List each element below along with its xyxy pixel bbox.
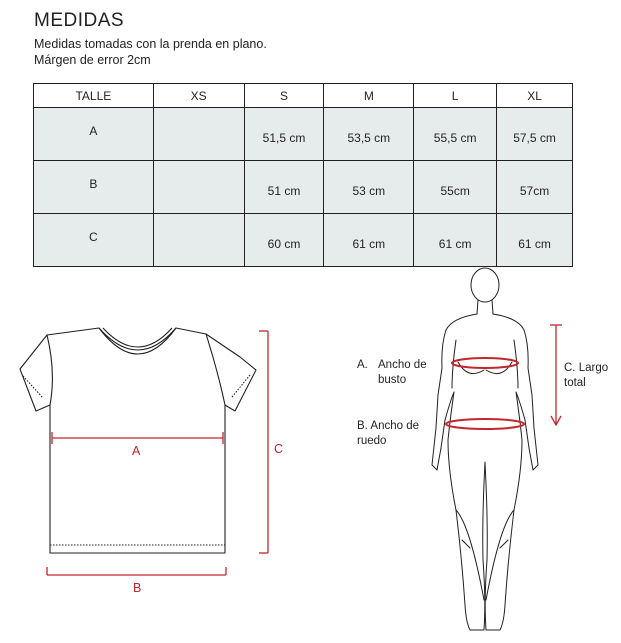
row-label: C	[34, 214, 154, 267]
column-header-m: M	[324, 84, 414, 108]
table-cell: 55cm	[414, 161, 497, 214]
row-label: A	[34, 108, 154, 161]
body-label-b: B. Ancho de ruedo	[357, 420, 420, 447]
table-cell: 57,5 cm	[497, 108, 573, 161]
table-cell: 57cm	[497, 161, 573, 214]
table-cell: 61 cm	[324, 214, 414, 267]
shirt-label-b: B	[133, 581, 142, 595]
total-length-arrow	[550, 325, 562, 425]
column-header-s: S	[244, 84, 324, 108]
body-label-c: C. Largo total	[564, 362, 609, 389]
subtitle-measurement-note: Medidas tomadas con la prenda en plano.	[34, 37, 267, 51]
table-cell: 53 cm	[324, 161, 414, 214]
body-label-a-prefix: A.	[357, 359, 368, 371]
body-measure-lines	[446, 358, 524, 429]
column-header-talle: TALLE	[34, 84, 154, 108]
table-cell: 61 cm	[497, 214, 573, 267]
tshirt-measure-lines	[47, 331, 268, 575]
body-figure	[432, 268, 538, 630]
body-label-a: Ancho de busto	[378, 359, 427, 386]
column-header-xs: XS	[153, 84, 244, 108]
page-title: MEDIDAS	[34, 10, 125, 31]
column-header-xl: XL	[497, 84, 573, 108]
table-cell: 51 cm	[244, 161, 324, 214]
table-cell: 55,5 cm	[414, 108, 497, 161]
shirt-label-a: A	[132, 444, 141, 458]
table-cell: 53,5 cm	[324, 108, 414, 161]
column-header-l: L	[414, 84, 497, 108]
table-cell: 51,5 cm	[244, 108, 324, 161]
shirt-label-c: C	[274, 442, 284, 456]
table-cell: 61 cm	[414, 214, 497, 267]
subtitle-error-margin: Márgen de error 2cm	[34, 53, 151, 67]
table-cell: 60 cm	[244, 214, 324, 267]
tshirt-outline	[20, 328, 256, 553]
row-label: B	[34, 161, 154, 214]
